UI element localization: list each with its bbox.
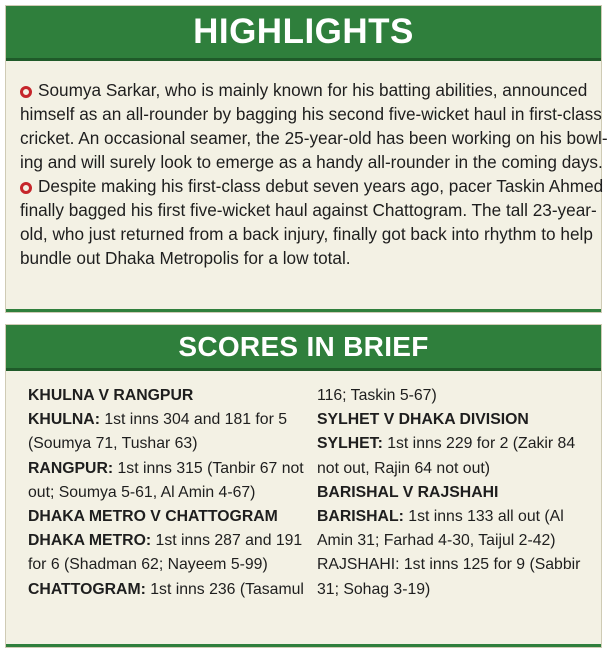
scores-column-right	[317, 384, 592, 602]
score-line: RANGPUR: 1st inns 315 (Tanbir 67 not	[28, 459, 304, 477]
match-heading: BARISHAL V RAJSHAHI	[317, 483, 499, 501]
score-line: 116; Taskin 5-67)	[317, 387, 437, 404]
highlight-item	[20, 78, 608, 174]
score-line: SYLHET: 1st inns 229 for 2 (Zakir 84	[317, 435, 576, 453]
score-line: Amin 31; Farhad 4-30, Taijul 2-42)	[317, 532, 556, 550]
highlight-line: Despite making his first-class debut seven years ago, pacer Taskin Ahmed	[20, 176, 603, 196]
bullet-icon	[20, 182, 32, 194]
score-line: BARISHAL: 1st inns 133 all out (Al	[317, 508, 564, 526]
highlight-line: Soumya Sarkar, who is mainly known for his batting abilities, announced	[20, 80, 587, 100]
score-line: out; Soumya 5-61, Al Amin 4-67)	[28, 483, 256, 501]
divider	[6, 644, 601, 647]
score-line: for 6 (Shadman 62; Nayeem 5-99)	[28, 556, 268, 574]
highlight-line: old, who just returned from a back injury, finally got back into rhythm to help	[20, 224, 593, 244]
highlight-line: finally bagged his first five-wicket haul against Chattogram. The tall 23-year-	[20, 200, 597, 220]
score-line: 31; Sohag 3-19)	[317, 580, 431, 598]
highlight-item	[20, 174, 604, 270]
scores-title: SCORES IN BRIEF	[6, 325, 601, 371]
highlight-line: ing and will surely look to emerge as a handy all-rounder in the coming days.	[20, 152, 603, 172]
highlights-panel	[5, 5, 608, 313]
score-line: RAJSHAHI: 1st inns 125 for 9 (Sabbir	[317, 556, 581, 574]
scores-panel	[5, 324, 602, 648]
match-heading: DHAKA METRO V CHATTOGRAM	[28, 508, 278, 526]
divider	[6, 309, 601, 312]
highlights-body	[20, 78, 608, 270]
highlight-line: himself as an all-rounder by bagging his second five-wicket haul in first-class	[20, 104, 602, 124]
match-heading: KHULNA V RANGPUR	[28, 387, 194, 404]
highlight-line: bundle out Dhaka Metropolis for a low total.	[20, 248, 351, 268]
score-line: (Soumya 71, Tushar 63)	[28, 435, 198, 453]
scores-column-left	[28, 384, 313, 602]
match-heading: SYLHET V DHAKA DIVISION	[317, 411, 529, 429]
highlight-line: cricket. An occasional seamer, the 25-year-old has been working on his bowl-	[20, 128, 608, 148]
score-line: CHATTOGRAM: 1st inns 236 (Tasamul	[28, 580, 304, 598]
bullet-icon	[20, 86, 32, 98]
highlights-title: HIGHLIGHTS	[6, 6, 601, 61]
score-line: DHAKA METRO: 1st inns 287 and 191	[28, 532, 303, 550]
score-line: not out, Rajin 64 not out)	[317, 459, 491, 477]
score-line: KHULNA: 1st inns 304 and 181 for 5	[28, 411, 288, 429]
